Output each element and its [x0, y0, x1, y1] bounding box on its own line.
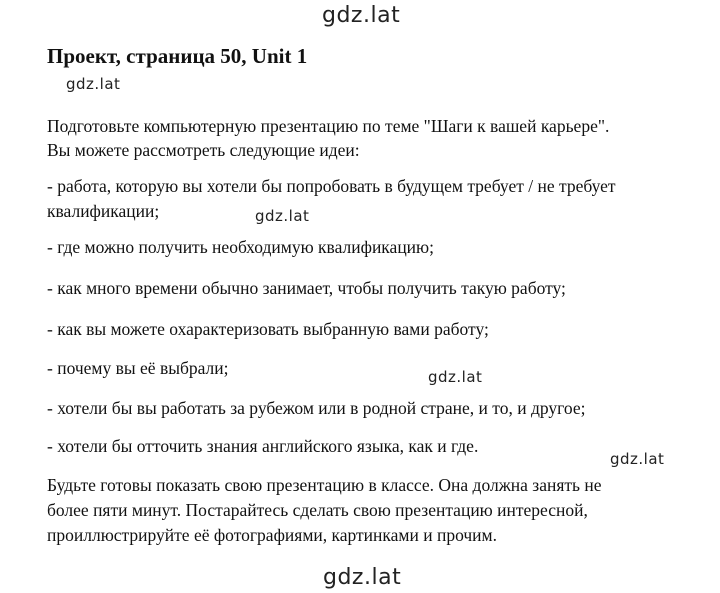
idea-item-1: - работа, которую вы хотели бы попробовать в будущем требует / не требует [47, 176, 616, 196]
idea-item-7: - хотели бы отточить знания английского языка, как и где. [47, 436, 479, 456]
watermark-middle-left: gdz.lat [255, 207, 310, 225]
closing-line-1: Будьте готовы показать свою презентацию в классе. Она должна занять не [47, 475, 602, 495]
closing-line-3: проиллюстрируйте её фотографиями, картинками и прочим. [47, 525, 498, 545]
watermark-bottom: gdz.lat [323, 565, 402, 590]
intro-line-1: Подготовьте компьютерную презентацию по теме "Шаги к вашей карьере". [47, 116, 610, 136]
watermark-under-title: gdz.lat [66, 75, 121, 93]
idea-item-4: - как вы можете охарактеризовать выбранную вами работу; [47, 319, 489, 339]
idea-item-2: - где можно получить необходимую квалификацию; [47, 237, 434, 257]
page-title: Проект, страница 50, Unit 1 [47, 44, 308, 68]
idea-item-5: - почему вы её выбрали; [47, 358, 229, 378]
watermark-top: gdz.lat [322, 3, 401, 28]
idea-item-1-continued: квалификации; [47, 201, 160, 221]
idea-item-6: - хотели бы вы работать за рубежом или в родной стране, и то, и другое; [47, 398, 586, 418]
closing-line-2: более пяти минут. Постарайтесь сделать свою презентацию интересной, [47, 500, 588, 520]
watermark-middle: gdz.lat [428, 368, 483, 386]
idea-item-3: - как много времени обычно занимает, чтобы получить такую работу; [47, 278, 566, 298]
intro-line-2: Вы можете рассмотреть следующие идеи: [47, 140, 360, 160]
watermark-right: gdz.lat [610, 450, 665, 468]
